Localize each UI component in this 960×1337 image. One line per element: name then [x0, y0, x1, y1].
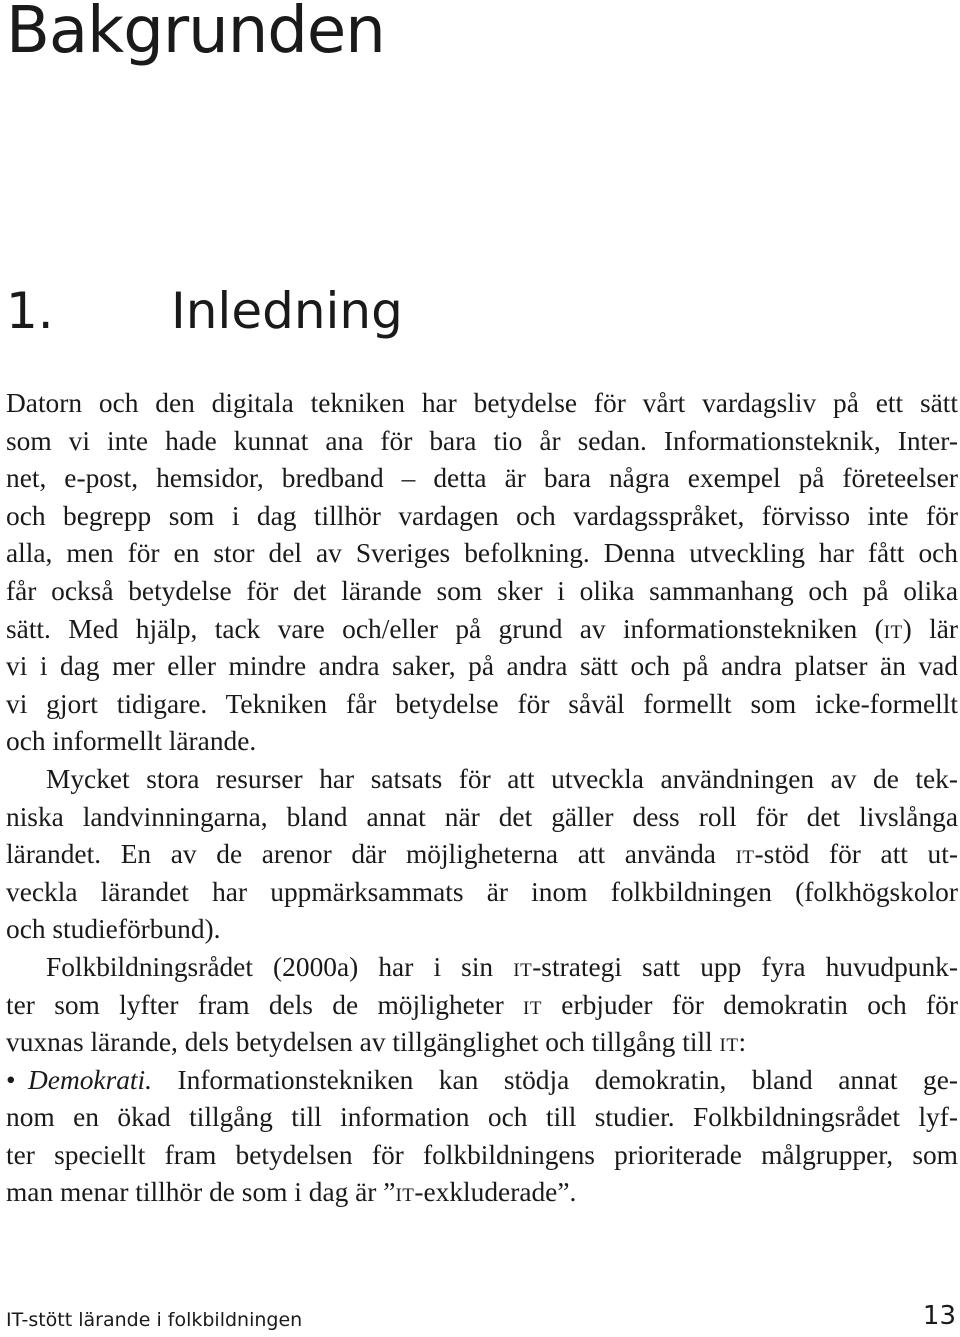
- paragraph-2: [6, 761, 958, 949]
- text-line: nom en ökad tillgång till information och till studier. Folkbildningsrådet lyf-: [6, 1102, 958, 1133]
- bullet-marker: •: [6, 1064, 16, 1095]
- text-line: net, e-post, hemsidor, bredband – detta är bara några exempel på företeelser: [6, 463, 958, 494]
- section-title: Bakgrunden: [6, 0, 385, 68]
- text-line: vi gjort tidigare. Tekniken får betydelse för såväl formellt som icke-formellt: [6, 688, 958, 719]
- chapter-heading: [6, 282, 403, 340]
- text-line: ter som lyfter fram dels de möjligheter it erbjuder för demokratin och för: [6, 989, 958, 1020]
- bullet-item-demokrati: [6, 1062, 958, 1212]
- text-line: får också betydelse för det lärande som sker i olika sammanhang och på olika: [6, 575, 958, 606]
- chapter-title: Inledning: [171, 282, 403, 340]
- text-line: alla, men för en stor del av Sveriges befolkning. Denna utveckling har fått och: [6, 538, 958, 569]
- text-line: och informellt lärande.: [6, 726, 257, 757]
- text-line: och begrepp som i dag tillhör vardagen och vardagsspråket, förvisso inte för: [6, 500, 958, 531]
- bullet-term: Demokrati.: [28, 1064, 152, 1095]
- text-line: man menar tillhör de som i dag är ”it-exkluderade”.: [6, 1177, 577, 1208]
- text-line: • Demokrati. Informationstekniken kan stödja demokratin, bland annat ge-: [6, 1062, 958, 1100]
- chapter-number: 1.: [6, 282, 54, 340]
- paragraph-1: [6, 385, 958, 761]
- text-line: vuxnas lärande, dels betydelsen av tillgänglighet och tillgång till it:: [6, 1027, 747, 1058]
- text-line: lärandet. En av de arenor där möjligheterna att använda it-stöd för att ut-: [6, 839, 958, 870]
- it-abbreviation: it: [395, 1177, 415, 1208]
- paragraph-3: [6, 949, 958, 1062]
- text-line: Folkbildningsrådet (2000a) har i sin it-strategi satt upp fyra huvudpunk-: [46, 951, 958, 982]
- text-line: vi i dag mer eller mindre andra saker, på andra sätt och på andra platser än vad: [6, 651, 958, 682]
- text-line: Mycket stora resurser har satsats för att utveckla användningen av de tek-: [46, 763, 958, 794]
- text-line: som vi inte hade kunnat ana för bara tio år sedan. Informationsteknik, Inter-: [6, 425, 958, 456]
- it-abbreviation: it: [735, 839, 755, 870]
- page-number: 13: [922, 1301, 956, 1331]
- text-line: sätt. Med hjälp, tack vare och/eller på grund av informationstekniken (it) lär: [6, 613, 958, 644]
- it-abbreviation: it: [513, 951, 533, 982]
- text-line: Datorn och den digitala tekniken har betydelse för vårt vardagsliv på ett sätt: [6, 388, 958, 418]
- it-abbreviation: it: [883, 613, 903, 644]
- body-text: [6, 385, 958, 1212]
- text-line: och studieförbund).: [6, 914, 221, 945]
- text-line: ter speciellt fram betydelsen för folkbildningens prioriterade målgrupper, som: [6, 1139, 958, 1170]
- it-abbreviation: it: [719, 1027, 739, 1058]
- it-abbreviation: it: [523, 989, 542, 1020]
- text-line: veckla lärandet har uppmärksammats är inom folkbildningen (folkhögskolor: [6, 876, 958, 907]
- footer-book-title: IT-stött lärande i folkbildningen: [6, 1309, 303, 1331]
- text-line: niska landvinningarna, bland annat när det gäller dess roll för det livslånga: [6, 801, 958, 832]
